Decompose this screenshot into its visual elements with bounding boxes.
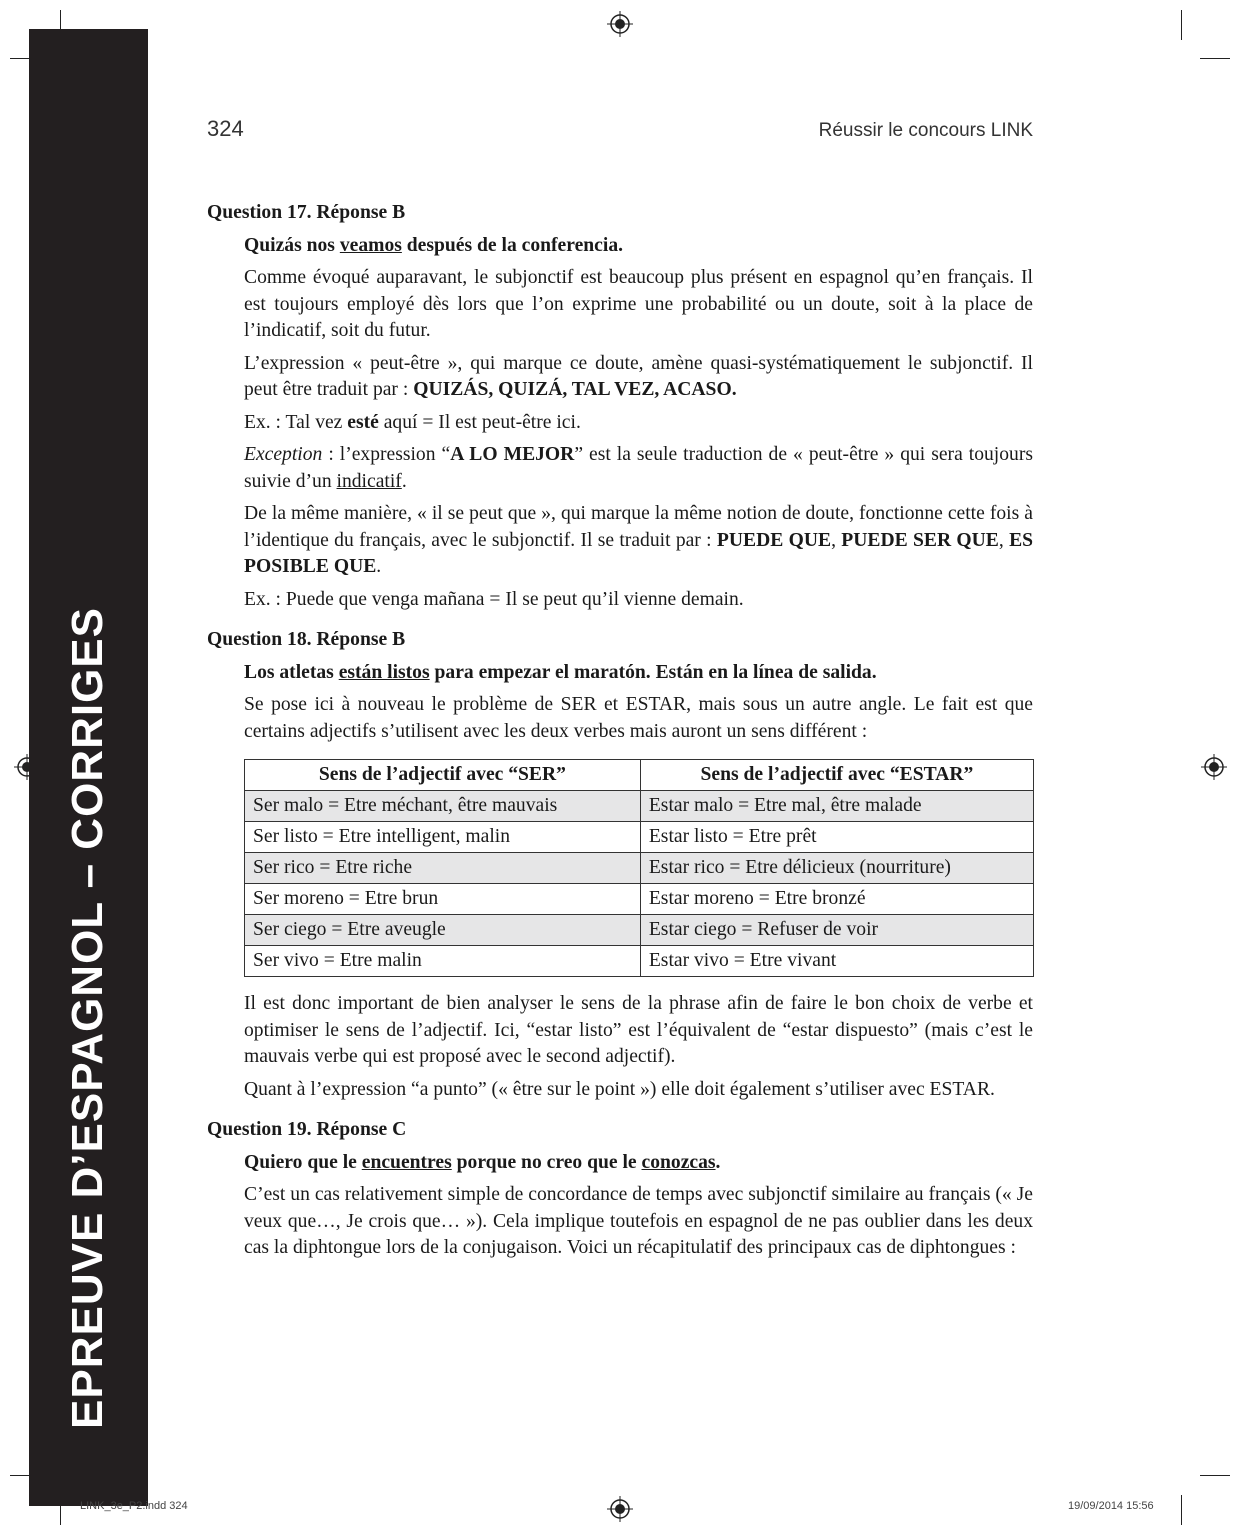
underlined-verb: veamos — [339, 234, 402, 256]
text-span: . — [401, 470, 407, 492]
table-cell: Ser ciego = Etre aveugle — [245, 915, 641, 946]
text-span: , — [831, 529, 842, 551]
slug-file: LINK_3e_P2.indd 324 — [80, 1500, 188, 1512]
bold-text: esté — [347, 411, 379, 433]
crop-mark — [1200, 58, 1230, 59]
question-19-body — [207, 1150, 1033, 1262]
bold-text: PUEDE QUE — [716, 529, 832, 551]
page-content — [207, 200, 1033, 1268]
table-row — [245, 884, 1034, 915]
crop-mark — [1181, 10, 1182, 40]
paragraph: Se pose ici à nouveau le problème de SER et ESTAR, mais sous un autre angle. Le fait est que certains adjectifs s’utilisent avec les deux verbes mais auront un sens différent : — [244, 694, 1033, 742]
paragraph: C’est un cas relativement simple de concordance de temps avec subjonctif similaire au français (« Je veux que…, Je crois que… »). Cela implique toutefois en espagnol de ne pas oublier dans les deux cas la diphtongue lors de la conjugaison. Voici un récapitulatif des principaux cas de diphtongues : — [244, 1184, 1033, 1258]
sidebar-label: EPREUVE D’ESPAGNOL – CORRIGES — [63, 607, 112, 1429]
registration-mark-icon — [607, 11, 633, 37]
text-span: ” est la seule traduction de « peut-être » qui sera toujours suivie d’un — [244, 444, 1033, 492]
example — [244, 410, 1033, 437]
question-18-heading: Question 18. Réponse B — [207, 629, 406, 650]
text-span: para empezar el maratón. Están en la línea de salida. — [429, 661, 877, 683]
text-span: . — [376, 556, 382, 577]
paragraph — [244, 501, 1033, 581]
running-head — [207, 116, 1033, 142]
crop-mark — [1181, 1495, 1182, 1525]
table-row — [245, 822, 1034, 853]
registration-mark-icon — [607, 1496, 633, 1522]
underlined-text: indicatif — [336, 470, 402, 492]
table-cell: Estar moreno = Etre bronzé — [640, 884, 1033, 915]
question-17-heading: Question 17. Réponse B — [207, 202, 406, 223]
question-18-sentence — [244, 660, 1033, 687]
italic-text: Exception — [244, 444, 323, 465]
paragraph: Quant à l’expression “a punto” (« être sur le point ») elle doit également s’utiliser avec ESTAR. — [244, 1078, 995, 1100]
underlined-verb: encuentres — [361, 1151, 452, 1173]
text-span: : l’expression “ — [322, 444, 451, 465]
question-17-body — [207, 233, 1033, 614]
underlined-verb: conozcas — [641, 1151, 716, 1173]
text-span: , — [998, 529, 1010, 551]
ser-estar-table — [244, 759, 1034, 977]
question-17-sentence — [244, 233, 1033, 260]
table-cell: Estar vivo = Etre vivant — [640, 946, 1033, 977]
text-span: Ex. : Tal vez — [244, 411, 348, 433]
bold-text: A LO MEJOR — [450, 444, 575, 465]
text-span: aquí = Il est peut-être ici. — [378, 411, 581, 433]
question-19-heading: Question 19. Réponse C — [207, 1119, 407, 1140]
crop-mark — [1200, 1475, 1230, 1476]
table-cell: Ser rico = Etre riche — [245, 853, 641, 884]
table-cell: Ser moreno = Etre brun — [245, 884, 641, 915]
table-cell: Estar rico = Etre délicieux (nourriture) — [640, 853, 1033, 884]
table-cell: Ser vivo = Etre malin — [245, 946, 641, 977]
table-cell: Ser listo = Etre intelligent, malin — [245, 822, 641, 853]
underlined-verb: están listos — [338, 661, 430, 683]
text-span: Los atletas — [244, 661, 339, 683]
paragraph — [244, 351, 1033, 404]
page-number: 324 — [207, 116, 244, 141]
bold-text: QUIZÁS, QUIZÁ, TAL VEZ, ACASO. — [413, 379, 737, 400]
table-row — [245, 946, 1034, 977]
text-span: De la même manière, « il se peut que », qui marque la même notion de doute, fonctionne cette fois à l’identique du français, avec le subjonctif. Il se traduit par : — [244, 503, 1033, 551]
table-header-row — [245, 760, 1034, 791]
bold-text: PUEDE SER QUE — [841, 529, 999, 551]
table-cell: Estar ciego = Refuser de voir — [640, 915, 1033, 946]
text-span: . — [715, 1151, 721, 1173]
paragraph: Comme évoqué auparavant, le subjonctif est beaucoup plus présent en espagnol qu’en français. Il est toujours employé dès lors que l’on exprime une probabilité ou un doute, soit à la place de l’indicatif, soit du futur. — [244, 267, 1033, 341]
text-span: después de la conferencia. — [401, 234, 624, 256]
table-cell: Estar malo = Etre mal, être malade — [640, 791, 1033, 822]
example: Ex. : Puede que venga mañana = Il se peut qu’il vienne demain. — [244, 588, 744, 610]
bold-text: ES POSIBLE QUE — [244, 529, 1034, 577]
table-header: Sens de l’adjectif avec “ESTAR” — [640, 760, 1033, 791]
registration-mark-icon — [1201, 754, 1227, 780]
slug-date: 19/09/2014 15:56 — [1068, 1500, 1154, 1512]
table-cell: Estar listo = Etre prêt — [640, 822, 1033, 853]
table-row — [245, 791, 1034, 822]
text-span: Quiero que le — [244, 1151, 362, 1173]
question-18-body — [207, 660, 1033, 1104]
exception-paragraph — [244, 442, 1033, 495]
book-title: Réussir le concours LINK — [818, 120, 1033, 141]
table-header: Sens de l’adjectif avec “SER” — [245, 760, 641, 791]
text-span: L’expression « peut-être », qui marque ce doute, amène quasi-systématiquement le subjonctif. Il peut être traduit par : — [244, 352, 1033, 400]
text-span: porque no creo que le — [451, 1151, 642, 1173]
table-row — [245, 853, 1034, 884]
text-span: Quizás nos — [244, 234, 340, 256]
question-19-sentence — [244, 1150, 1033, 1177]
table-row — [245, 915, 1034, 946]
table-cell: Ser malo = Etre méchant, être mauvais — [245, 791, 641, 822]
paragraph: Il est donc important de bien analyser le sens de la phrase afin de faire le bon choix de verbe et optimiser le sens de l’adjectif. Ici, “estar listo” est l’équivalent de “estar dispuesto” (mais c’est le mauvais verbe qui est proposé avec le second adjectif). — [244, 993, 1033, 1067]
